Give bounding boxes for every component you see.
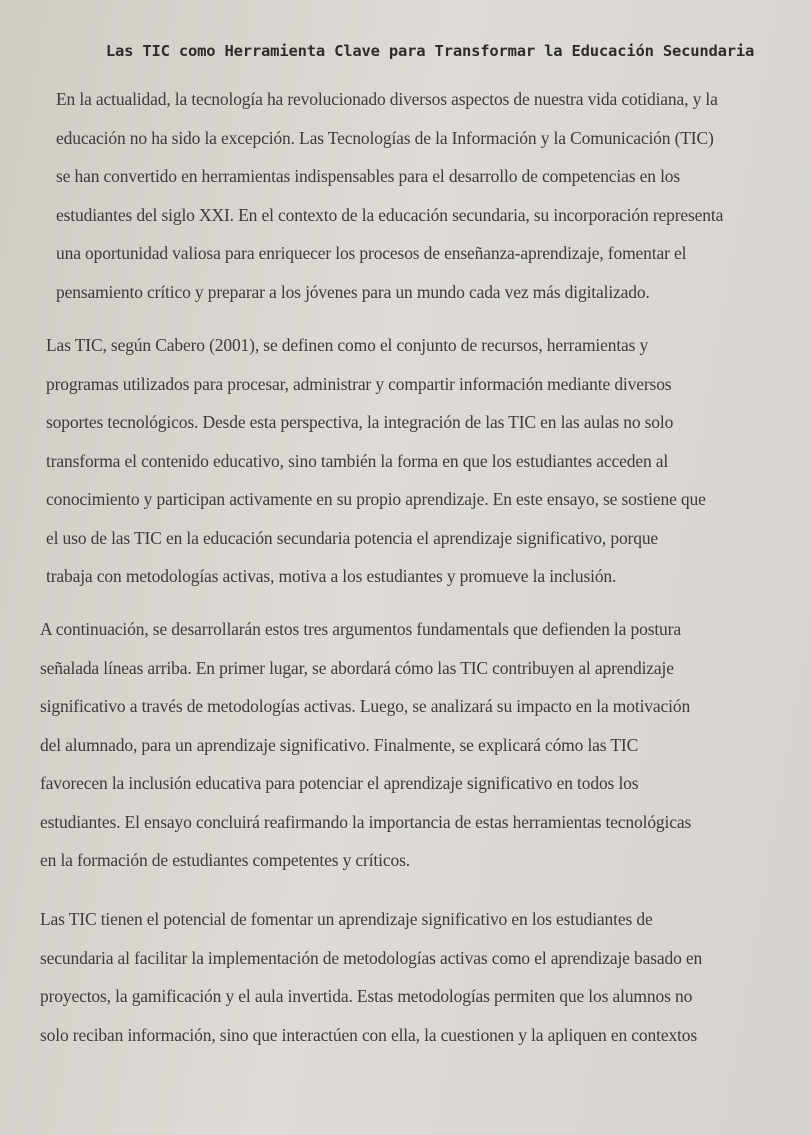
paragraph-line: transforma el contenido educativo, sino también la forma en que los estudiantes acceden al: [46, 450, 669, 471]
paragraph-argument-one: [40, 900, 702, 1054]
paragraph-line: del alumnado, para un aprendizaje significativo. Finalmente, se explicará cómo las TIC: [40, 734, 639, 755]
paragraph-line: Las TIC tienen el potencial de fomentar un aprendizaje significativo en los estudiantes de: [40, 909, 653, 929]
paragraph-line: conocimiento y participan activamente en su propio aprendizaje. En este ensayo, se sostiene que: [46, 489, 706, 509]
paragraph-line: una oportunidad valiosa para enriquecer los procesos de enseñanza-aprendizaje, fomentar el: [56, 243, 687, 263]
paragraph-line: solo reciban información, sino que interactúen con ella, la cuestionen y la apliquen en contextos: [40, 1024, 698, 1045]
paragraph-line: educación no ha sido la excepción. Las Tecnologías de la Información y la Comunicación (TIC): [56, 127, 714, 148]
paragraph-line: en la formación de estudiantes competentes y críticos.: [40, 850, 410, 870]
paragraph-line: A continuación, se desarrollarán estos tres argumentos fundamentals que defienden la postura: [40, 619, 681, 639]
paragraph-introduction: [56, 80, 723, 311]
paragraph-line: significativo a través de metodologías activas. Luego, se analizará su impacto en la motivación: [40, 696, 691, 716]
paragraph-definition: [46, 326, 706, 596]
paragraph-outline: [40, 610, 691, 880]
paragraph-line: Las TIC, según Cabero (2001), se definen como el conjunto de recursos, herramientas y: [46, 335, 649, 355]
paragraph-line: pensamiento crítico y preparar a los jóvenes para un mundo cada vez más digitalizado.: [56, 281, 650, 302]
paragraph-line: estudiantes. El ensayo concluirá reafirmando la importancia de estas herramientas tecnológicas: [40, 811, 692, 832]
paragraph-line: señalada líneas arriba. En primer lugar, se abordará cómo las TIC contribuyen al aprendizaje: [40, 657, 674, 678]
paragraph-line: En la actualidad, la tecnología ha revolucionado diversos aspectos de nuestra vida cotidiana, y la: [56, 89, 718, 109]
paragraph-line: programas utilizados para procesar, administrar y compartir información mediante diversos: [46, 373, 672, 394]
paragraph-line: se han convertido en herramientas indispensables para el desarrollo de competencias en los: [56, 166, 681, 186]
paragraph-line: favorecen la inclusión educativa para potenciar el aprendizaje significativo en todos los: [40, 773, 639, 793]
paragraph-line: secundaria al facilitar la implementación de metodologías activas como el aprendizaje basado en: [40, 947, 703, 968]
paragraph-line: proyectos, la gamificación y el aula invertida. Estas metodologías permiten que los alumnos no: [40, 986, 693, 1006]
paragraph-line: trabaja con metodologías activas, motiva a los estudiantes y promueve la inclusión.: [46, 566, 617, 586]
paragraph-line: estudiantes del siglo XXI. En el contexto de la educación secundaria, su incorporación representa: [56, 204, 724, 225]
paragraph-line: el uso de las TIC en la educación secundaria potencia el aprendizaje significativo, porque: [46, 527, 659, 548]
document-title: Las TIC como Herramienta Clave para Transformar la Educación Secundaria: [105, 42, 755, 60]
paragraph-line: soportes tecnológicos. Desde esta perspectiva, la integración de las TIC en las aulas no solo: [46, 412, 674, 432]
